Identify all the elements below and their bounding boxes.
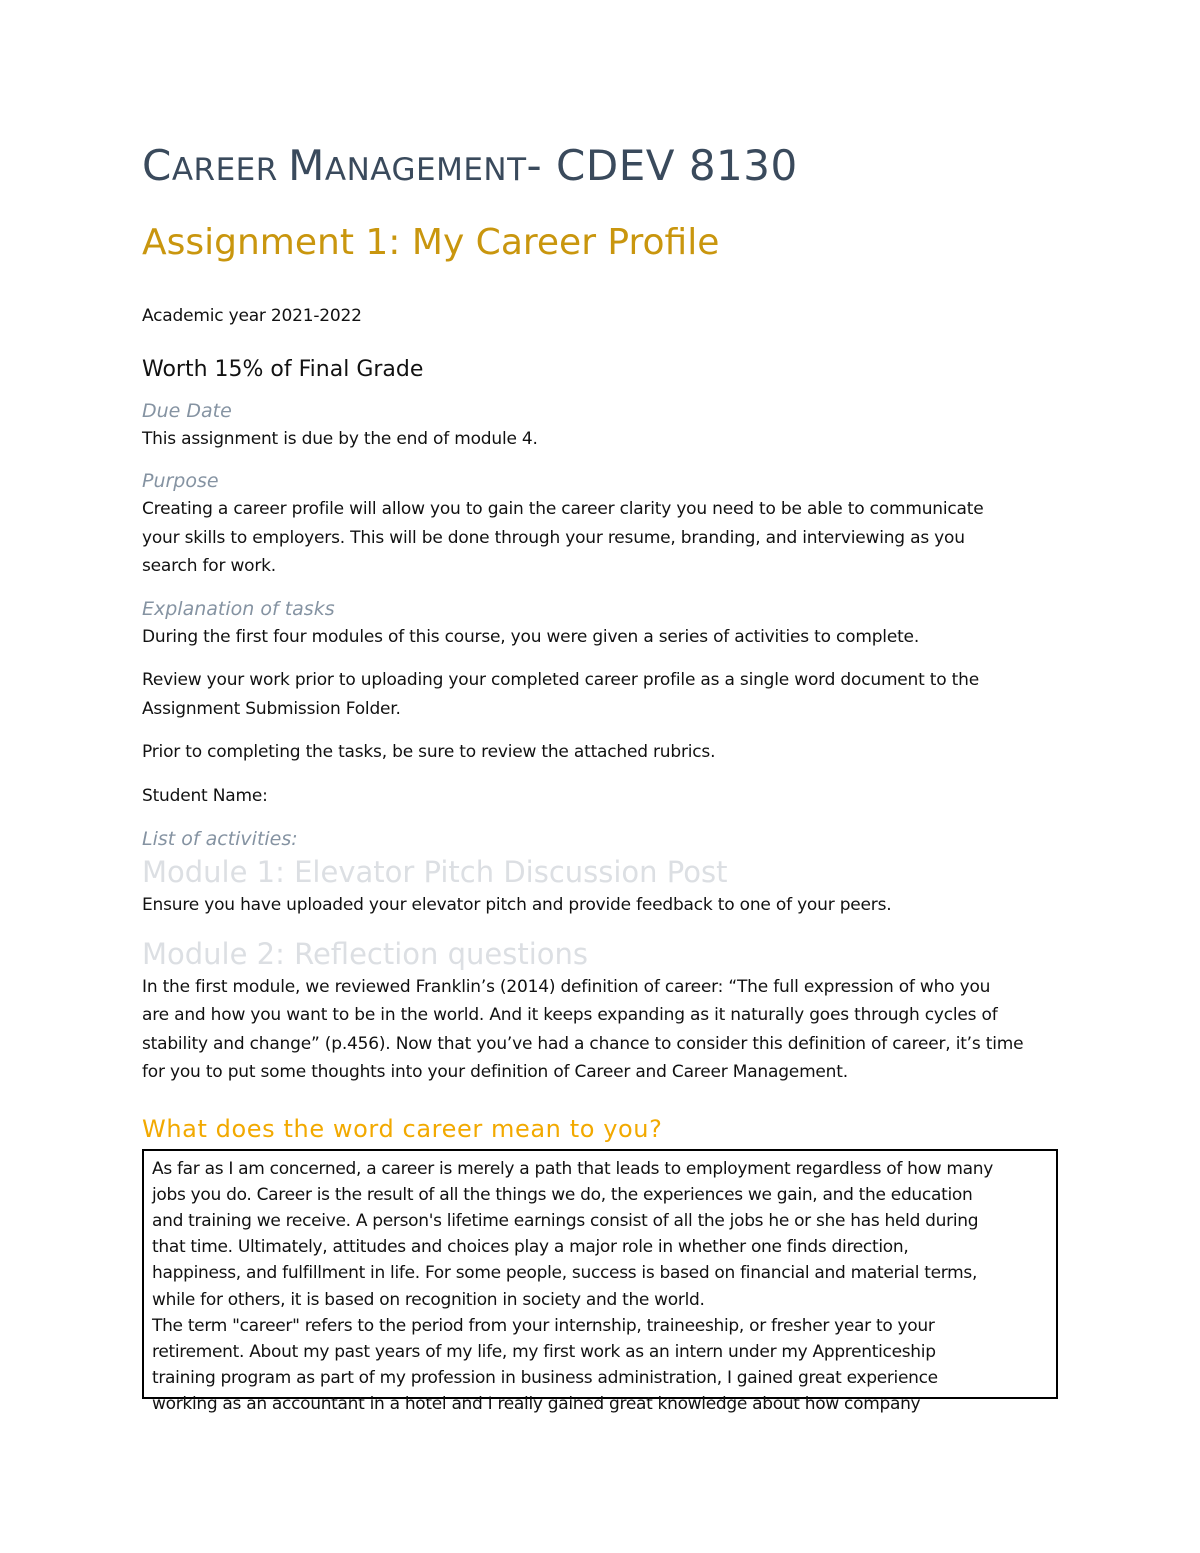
module-1-heading: Module 1: Elevator Pitch Discussion Post [142,855,728,889]
answer-line: As far as I am concerned, a career is merely a path that leads to employment regardless of how many [152,1158,994,1179]
question-1-heading: What does the word career mean to you? [142,1114,663,1143]
purpose-paragraph [142,495,1062,581]
answer-line: working as an accountant in a hotel and I really gained great knowledge about how company [152,1394,921,1415]
purpose-line: Creating a career profile will allow you to gain the career clarity you need to be able to communicate [142,499,984,519]
module-2-line: for you to put some thoughts into your definition of Career and Career Management. [142,1062,848,1082]
explanation-paragraph-3: Prior to completing the tasks, be sure to review the attached rubrics. [142,742,716,762]
answer-box [142,1149,1058,1415]
module-2-paragraph [142,973,1062,1087]
module-2-line: are and how you want to be in the world. And it keeps expanding as it naturally goes through cycles of [142,1005,998,1025]
list-of-activities-heading: List of activities: [142,828,298,850]
academic-year: Academic year 2021-2022 [142,306,362,326]
explanation-paragraph-2 [142,666,1062,723]
due-date-heading: Due Date [142,399,232,422]
course-title: CAREER MANAGEMENT- CDEV 8130 [142,141,798,190]
assignment-title: Assignment 1: My Career Profile [142,222,720,263]
purpose-line: search for work. [142,556,276,576]
module-1-text: Ensure you have uploaded your elevator pitch and provide feedback to one of your peers. [142,895,892,915]
answer-line: that time. Ultimately, attitudes and choices play a major role in whether one finds direction, [152,1237,909,1258]
answer-line: while for others, it is based on recognition in society and the world. [152,1289,705,1310]
answer-line: retirement. About my past years of my life, my first work as an intern under my Apprenticeship [152,1341,936,1362]
explanation-paragraph-1: During the first four modules of this course, you were given a series of activities to complete. [142,626,920,647]
student-name-label: Student Name: [142,785,268,806]
explanation-line: Review your work prior to uploading your completed career profile as a single word document to the [142,670,979,690]
module-2-line: stability and change” (p.456). Now that you’ve had a chance to consider this definition of career, it’s time [142,1033,1024,1054]
explanation-line: Assignment Submission Folder. [142,698,401,719]
document-content [142,138,1062,1415]
purpose-line: your skills to employers. This will be done through your resume, branding, and interviewing as you [142,527,965,548]
answer-line: training program as part of my profession in business administration, I gained great experience [152,1368,938,1389]
purpose-heading: Purpose [142,470,219,492]
worth-heading: Worth 15% of Final Grade [142,356,424,382]
answer-line: happiness, and fulfillment in life. For some people, success is based on financial and material terms, [152,1263,978,1284]
module-2-heading: Module 2: Reflection questions [142,936,589,971]
explanation-heading: Explanation of tasks [142,597,335,620]
due-date-text: This assignment is due by the end of module 4. [142,428,538,449]
answer-line: jobs you do. Career is the result of all the things we do, the experiences we gain, and the education [152,1184,973,1205]
answer-line: The term "career" refers to the period from your internship, traineeship, or fresher year to your [152,1315,935,1336]
module-2-line: In the first module, we reviewed Franklin’s (2014) definition of career: “The full expression of who you [142,976,991,997]
answer-line: and training we receive. A person's lifetime earnings consist of all the jobs he or she has held during [152,1210,979,1231]
